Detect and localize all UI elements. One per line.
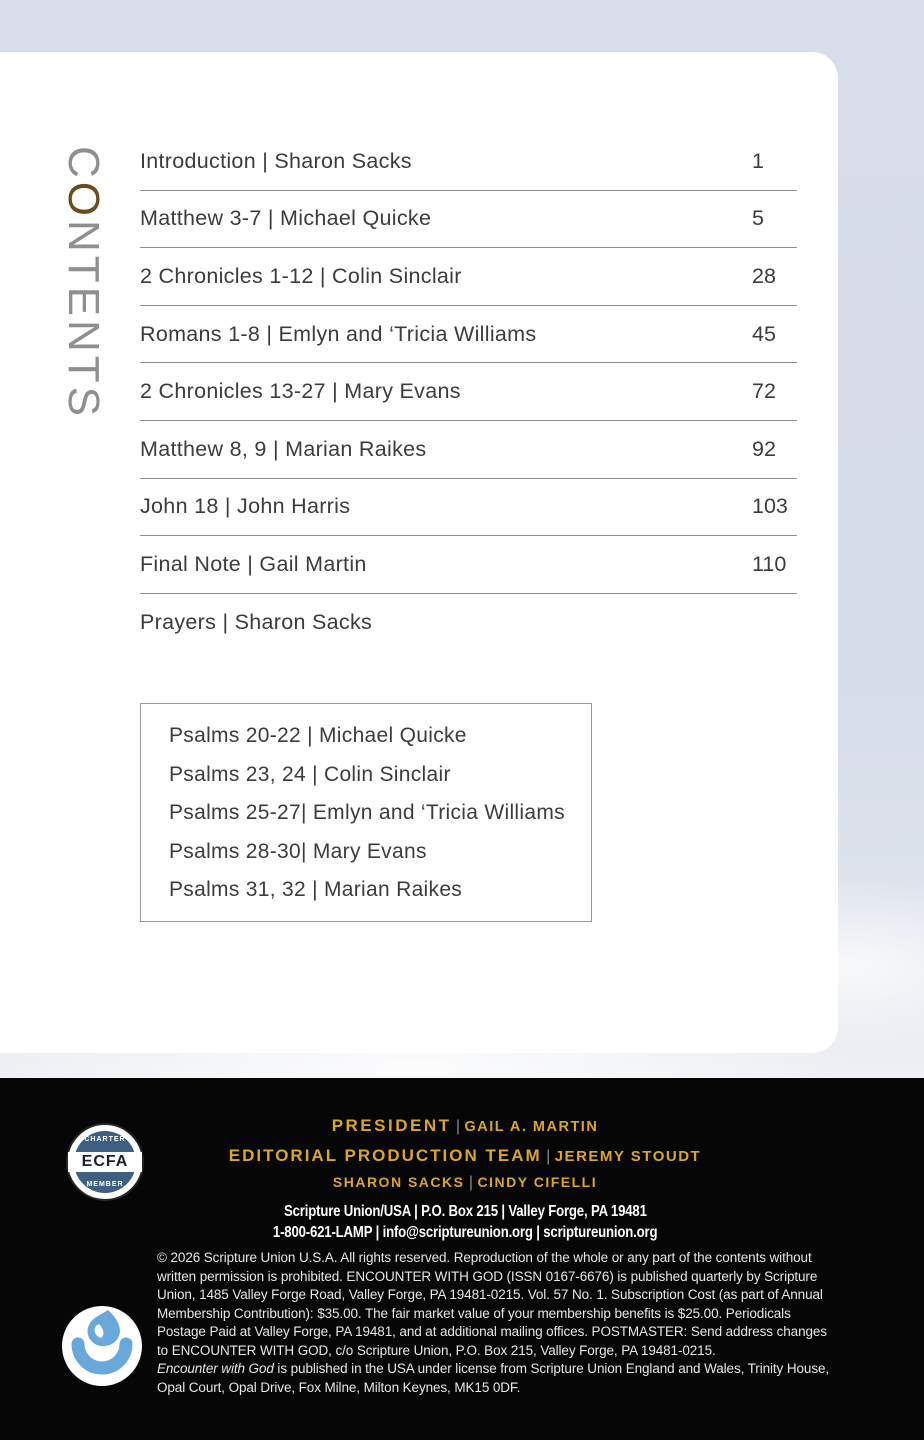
toc-row bbox=[140, 536, 797, 594]
psalm-item: Psalms 20-22 | Michael Quicke bbox=[169, 724, 467, 747]
toc-entry-page-number: 110 bbox=[752, 551, 787, 576]
toc-row bbox=[140, 191, 797, 249]
license-text: is published in the USA under license from Scripture Union England and Wales, Trinity House, Opal Court, Opal Drive, Fox Milne, Milton Keynes, MK15 0DF. bbox=[157, 1361, 830, 1395]
editorial-team-label: EDITORIAL PRODUCTION TEAM bbox=[228, 1146, 542, 1165]
toc-row bbox=[140, 306, 797, 364]
toc-entry-label: 2 Chronicles 1-12 | Colin Sinclair bbox=[140, 263, 462, 288]
team-member-name: SHARON SACKS bbox=[332, 1174, 465, 1190]
toc-entry-label: Final Note | Gail Martin bbox=[140, 551, 367, 576]
toc-row bbox=[140, 363, 797, 421]
toc-entry-label: Matthew 3-7 | Michael Quicke bbox=[140, 206, 432, 231]
toc-entry-label: 2 Chronicles 13-27 | Mary Evans bbox=[140, 379, 461, 404]
toc-entry-label: John 18 | John Harris bbox=[140, 494, 351, 519]
president-label: PRESIDENT bbox=[331, 1116, 452, 1135]
toc-entry-page-number: 45 bbox=[752, 321, 776, 346]
toc-row bbox=[140, 248, 797, 306]
toc-entry-page-number: 72 bbox=[752, 379, 776, 404]
scripture-union-flame-logo-icon bbox=[62, 1306, 142, 1386]
toc-entry-label: Romans 1-8 | Emlyn and ‘Tricia Williams bbox=[140, 321, 537, 346]
psalm-item: Psalms 28-30| Mary Evans bbox=[169, 839, 427, 863]
footer bbox=[0, 1078, 924, 1440]
toc-row bbox=[140, 421, 797, 479]
contents-card bbox=[0, 52, 838, 1053]
editorial-team-line bbox=[150, 1146, 780, 1166]
contact-line: 1-800-621-LAMP | info@scriptureunion.org | scriptureunion.org bbox=[272, 1224, 658, 1241]
pipe-separator: | bbox=[451, 1118, 465, 1135]
ecfa-band bbox=[68, 1152, 142, 1172]
toc-row bbox=[140, 594, 797, 651]
psalm-item: Psalms 25-27| Emlyn and ‘Tricia Williams bbox=[169, 801, 565, 824]
president-line bbox=[150, 1116, 780, 1136]
pipe-separator: | bbox=[464, 1174, 478, 1191]
editorial-team-name: JEREMY STOUDT bbox=[554, 1148, 702, 1165]
toc-entry-page-number: 1 bbox=[752, 148, 764, 173]
toc-row bbox=[140, 133, 797, 191]
toc-entry-page-number: 92 bbox=[752, 436, 776, 461]
psalm-item: Psalms 23, 24 | Colin Sinclair bbox=[169, 762, 451, 786]
toc-list bbox=[140, 133, 797, 650]
toc-entry-label: Matthew 8, 9 | Marian Raikes bbox=[140, 436, 427, 461]
license-paragraph bbox=[157, 1360, 841, 1397]
toc-entry-label: Prayers | Sharon Sacks bbox=[140, 609, 373, 634]
president-name: GAIL A. MARTIN bbox=[464, 1119, 599, 1135]
address-line: Scripture Union/USA | P.O. Box 215 | Valley Forge, PA 19481 bbox=[283, 1203, 647, 1220]
ecfa-charter-label: CHARTER bbox=[84, 1136, 126, 1143]
contents-title-o: O bbox=[59, 181, 108, 221]
contents-title-rest: NTENTS bbox=[59, 220, 108, 421]
psalm-item: Psalms 31, 32 | Marian Raikes bbox=[169, 878, 463, 901]
psalms-box bbox=[140, 703, 592, 922]
ecfa-charter-member-badge bbox=[66, 1123, 144, 1201]
toc-entry-label: Introduction | Sharon Sacks bbox=[140, 148, 412, 173]
editorial-team-line-2 bbox=[150, 1174, 780, 1192]
contents-title-c: C bbox=[59, 146, 108, 182]
toc-row bbox=[140, 479, 797, 537]
ecfa-member-label: MEMBER bbox=[86, 1181, 124, 1188]
copyright-paragraph: © 2026 Scripture Union U.S.A. All rights reserved. Reproduction of the whole or any part of the contents without written permission is prohibited. ENCOUNTER WITH GOD (ISSN 0167-6676) is published quarterly by Scripture Union, 1485 Valley Forge Road, Valley Forge, PA 19481-0215. Vol. 57 No. 1. Subscription Cost (as part of Annual Membership Contribution): $35.00. The fair market value of your membership benefits is $25.00. Periodicals Postage Paid at Valley Forge, PA 19481, and at additional mailing offices. POSTMASTER: Send address changes to ENCOUNTER WITH GOD, c/o Scripture Union, P.O. Box 215, Valley Forge, PA 19481-0215. bbox=[157, 1250, 827, 1358]
pipe-separator: | bbox=[541, 1148, 555, 1165]
contents-title bbox=[60, 146, 108, 446]
team-member-name: CINDY CIFELLI bbox=[477, 1174, 598, 1190]
toc-entry-page-number: 5 bbox=[752, 206, 764, 231]
toc-entry-page-number: 103 bbox=[752, 494, 788, 519]
publication-title: Encounter with God bbox=[157, 1361, 274, 1376]
toc-entry-page-number: 28 bbox=[752, 263, 776, 288]
ecfa-label: ECFA bbox=[81, 1153, 129, 1170]
